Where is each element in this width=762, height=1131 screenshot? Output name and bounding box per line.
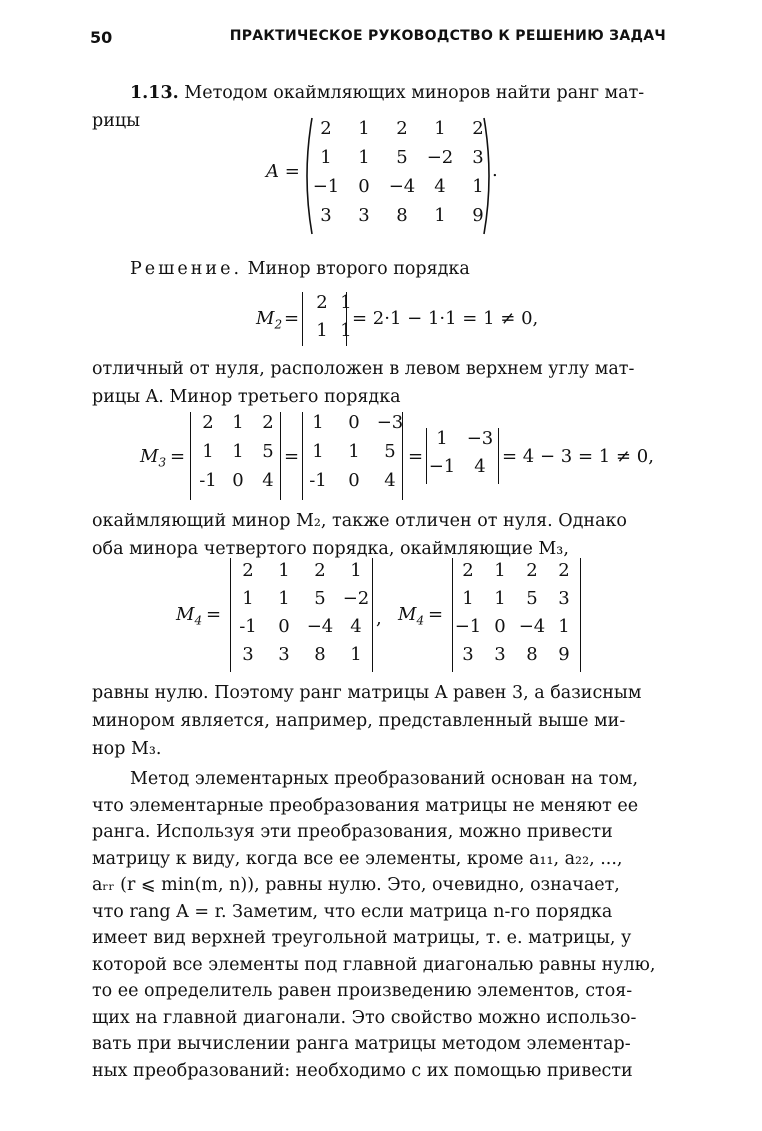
m4b-cell: 1 [494,588,506,609]
matrix-a-cell: 3 [358,205,370,226]
para2-line1: окаймляющий минор M₂, также отличен от нуля. Однако [92,511,627,531]
para4-line: щих на главной диагонали. Это свойство можно использо- [92,1007,637,1028]
matrix-a-cell: 5 [396,147,408,168]
solution-heading: Решение. [130,259,243,279]
m3-rhs: = 4 − 3 = 1 ≠ 0, [502,446,654,467]
m4a-cell: 3 [278,644,290,665]
m3b-cell: 1 [312,412,324,433]
para4-line: ных преобразований: необходимо с их помощью привести [92,1060,633,1081]
problem-line-1 [92,80,668,108]
para4-line: имеет вид верхней треугольной матрицы, т. е. матрицы, у [92,928,632,948]
m4a-cell: 1 [278,588,290,609]
period: . [492,160,498,181]
m4a-cell: 1 [242,588,254,609]
para3-line1: равны нулю. Поэтому ранг матрицы A равен 3, а базисным [92,683,642,703]
matrix-a-cell: 1 [434,118,446,139]
m4a-cell: 3 [242,644,254,665]
m4b-cell: 1 [462,588,474,609]
matrix-a-cell: 9 [472,205,484,226]
solution-intro: Минор второго порядка [247,259,470,279]
m3b-cell: 1 [348,441,360,462]
m4a-cell: 5 [314,588,326,609]
matrix-a-cell: 1 [472,176,484,197]
m4a-cell: 2 [242,560,254,581]
matrix-a-cell: 1 [358,147,370,168]
matrix-a-cell: 0 [358,176,370,197]
m2-cell: 1 [340,320,352,341]
m3c-cell: −3 [466,428,494,449]
m4b-cell: 1 [494,560,506,581]
m3a-cell: -1 [199,470,217,491]
m3a-cell: 5 [262,441,274,462]
m4b-cell: −4 [518,616,546,637]
m4b-cell: 1 [558,616,570,637]
m4b-cell: 8 [526,644,538,665]
para4-line: вать при вычислении ранга матрицы методом элементар- [92,1034,631,1054]
m3a-cell: 4 [262,470,274,491]
m4a-cell: −2 [342,588,370,609]
matrix-a-cell: 2 [320,118,332,139]
para1-line2: рицы A. Минор третьего порядка [92,387,401,407]
m3b-cell: 5 [384,441,396,462]
para4-line: матрицу к виду, когда все ее элементы, кроме a₁₁, a₂₂, ..., [92,848,623,869]
matrix-a-cell: 2 [472,118,484,139]
para4-line: что элементарные преобразования матрицы не меняют ее [92,795,639,816]
m3c-cell: 4 [474,456,486,477]
m2-cell: 2 [316,292,328,313]
m3b-cell: -1 [309,470,327,491]
m2-label: $M_2$ [256,308,283,332]
para3-line2: минором является, например, представленный выше ми- [92,711,626,731]
m3a-cell: 0 [232,470,244,491]
para4-line: Метод элементарных преобразований основан на том, [130,769,639,789]
m4a-cell: 1 [278,560,290,581]
m4b-cell: 0 [494,616,506,637]
m3b-cell: 4 [384,470,396,491]
m2-equation [256,290,556,350]
matrix-a-cell: 4 [434,176,446,197]
m4a-label: $M_4$ [176,604,203,628]
problem-text: Методом окаймляющих миноров найти ранг мат- [184,83,645,103]
matrix-a-cell: −4 [388,176,416,197]
m3b-cell: 1 [312,441,324,462]
matrix-a-cell: 1 [358,118,370,139]
matrix-a-cell: 8 [396,205,408,226]
m3-equation: $M_3$ = = = = 4 − 3 = 1 ≠ 0, 2 1 2 1 1 5 -1 0 4 1 0 −3 1 1 5 -1 0 4 1 −3 −1 4 [140,412,660,502]
para4-line: aᵣᵣ (r ⩽ min(m, n)), равны нулю. Это, очевидно, означает, [92,875,620,895]
solution-line [92,256,668,284]
m4a-cell: 2 [314,560,326,581]
matrix-a-cell: −1 [312,176,340,197]
matrix-a [262,116,522,236]
m4a-cell: −4 [306,616,334,637]
problem-number: 1.13. [130,83,179,103]
m3-label: $M_3$ [140,446,167,470]
m4a-cell: 4 [350,616,362,637]
m4b-cell: 5 [526,588,538,609]
matrix-a-cell: 3 [472,147,484,168]
m4b-cell: 2 [462,560,474,581]
para4-line: что rang A = r. Заметим, что если матрица n-го порядка [92,901,613,922]
matrix-a-cell: 3 [320,205,332,226]
page-number: 50 [90,28,113,47]
m4b-cell: 2 [526,560,538,581]
m4a-cell: 1 [350,644,362,665]
m2-cell: 1 [340,292,352,313]
m4b-cell: 2 [558,560,570,581]
m3a-cell: 1 [232,412,244,433]
para4-line: которой все элементы под главной диагональю равны нулю, [92,954,656,975]
m3c-cell: 1 [436,428,448,449]
m3b-cell: −3 [376,412,404,433]
m3a-cell: 1 [232,441,244,462]
m2-cell: 1 [316,320,328,341]
m3a-cell: 2 [202,412,214,433]
m4a-cell: -1 [239,616,257,637]
m4a-cell: 0 [278,616,290,637]
matrix-a-cell: 1 [434,205,446,226]
m3b-cell: 0 [348,412,360,433]
m4b-cell: 3 [462,644,474,665]
m4a-cell: 8 [314,644,326,665]
matrix-a-label: A = [266,161,300,182]
m3a-cell: 2 [262,412,274,433]
running-title: ПРАКТИЧЕСКОЕ РУКОВОДСТВО К РЕШЕНИЮ ЗАДАЧ [229,28,666,44]
m4b-cell: 3 [558,588,570,609]
m3c-cell: −1 [428,456,456,477]
matrix-a-cell: 2 [396,118,408,139]
m4b-cell: 3 [494,644,506,665]
m4-equations: $M_4$ = , $M_4$ = 2 1 2 1 1 1 5 −2 -1 0 −4 4 3 3 8 1 2 1 2 2 1 1 5 3 −1 0 −4 1 3 3 8 9 [176,558,596,674]
para3-line3: нор M₃. [92,739,162,759]
para4-line: ранга. Используя эти преобразования, можно привести [92,822,613,842]
matrix-a-cell: 1 [320,147,332,168]
m3a-cell: 1 [202,441,214,462]
m2-rhs: = 2·1 − 1·1 = 1 ≠ 0, [352,308,539,329]
para2-line2: оба минора четвертого порядка, окаймляющие M₃, [92,539,569,559]
m2-equals: = [284,308,300,329]
m3b-cell: 0 [348,470,360,491]
m4b-cell: −1 [454,616,482,637]
problem-line-2: рицы [92,111,141,131]
para4-line: то ее определитель равен произведению элементов, стоя- [92,981,633,1001]
m4b-label: $M_4$ [398,604,425,628]
m4a-cell: 1 [350,560,362,581]
m4b-cell: 9 [558,644,570,665]
matrix-a-cell: −2 [426,147,454,168]
para1-line1: отличный от нуля, расположен в левом верхнем углу мат- [92,359,635,379]
